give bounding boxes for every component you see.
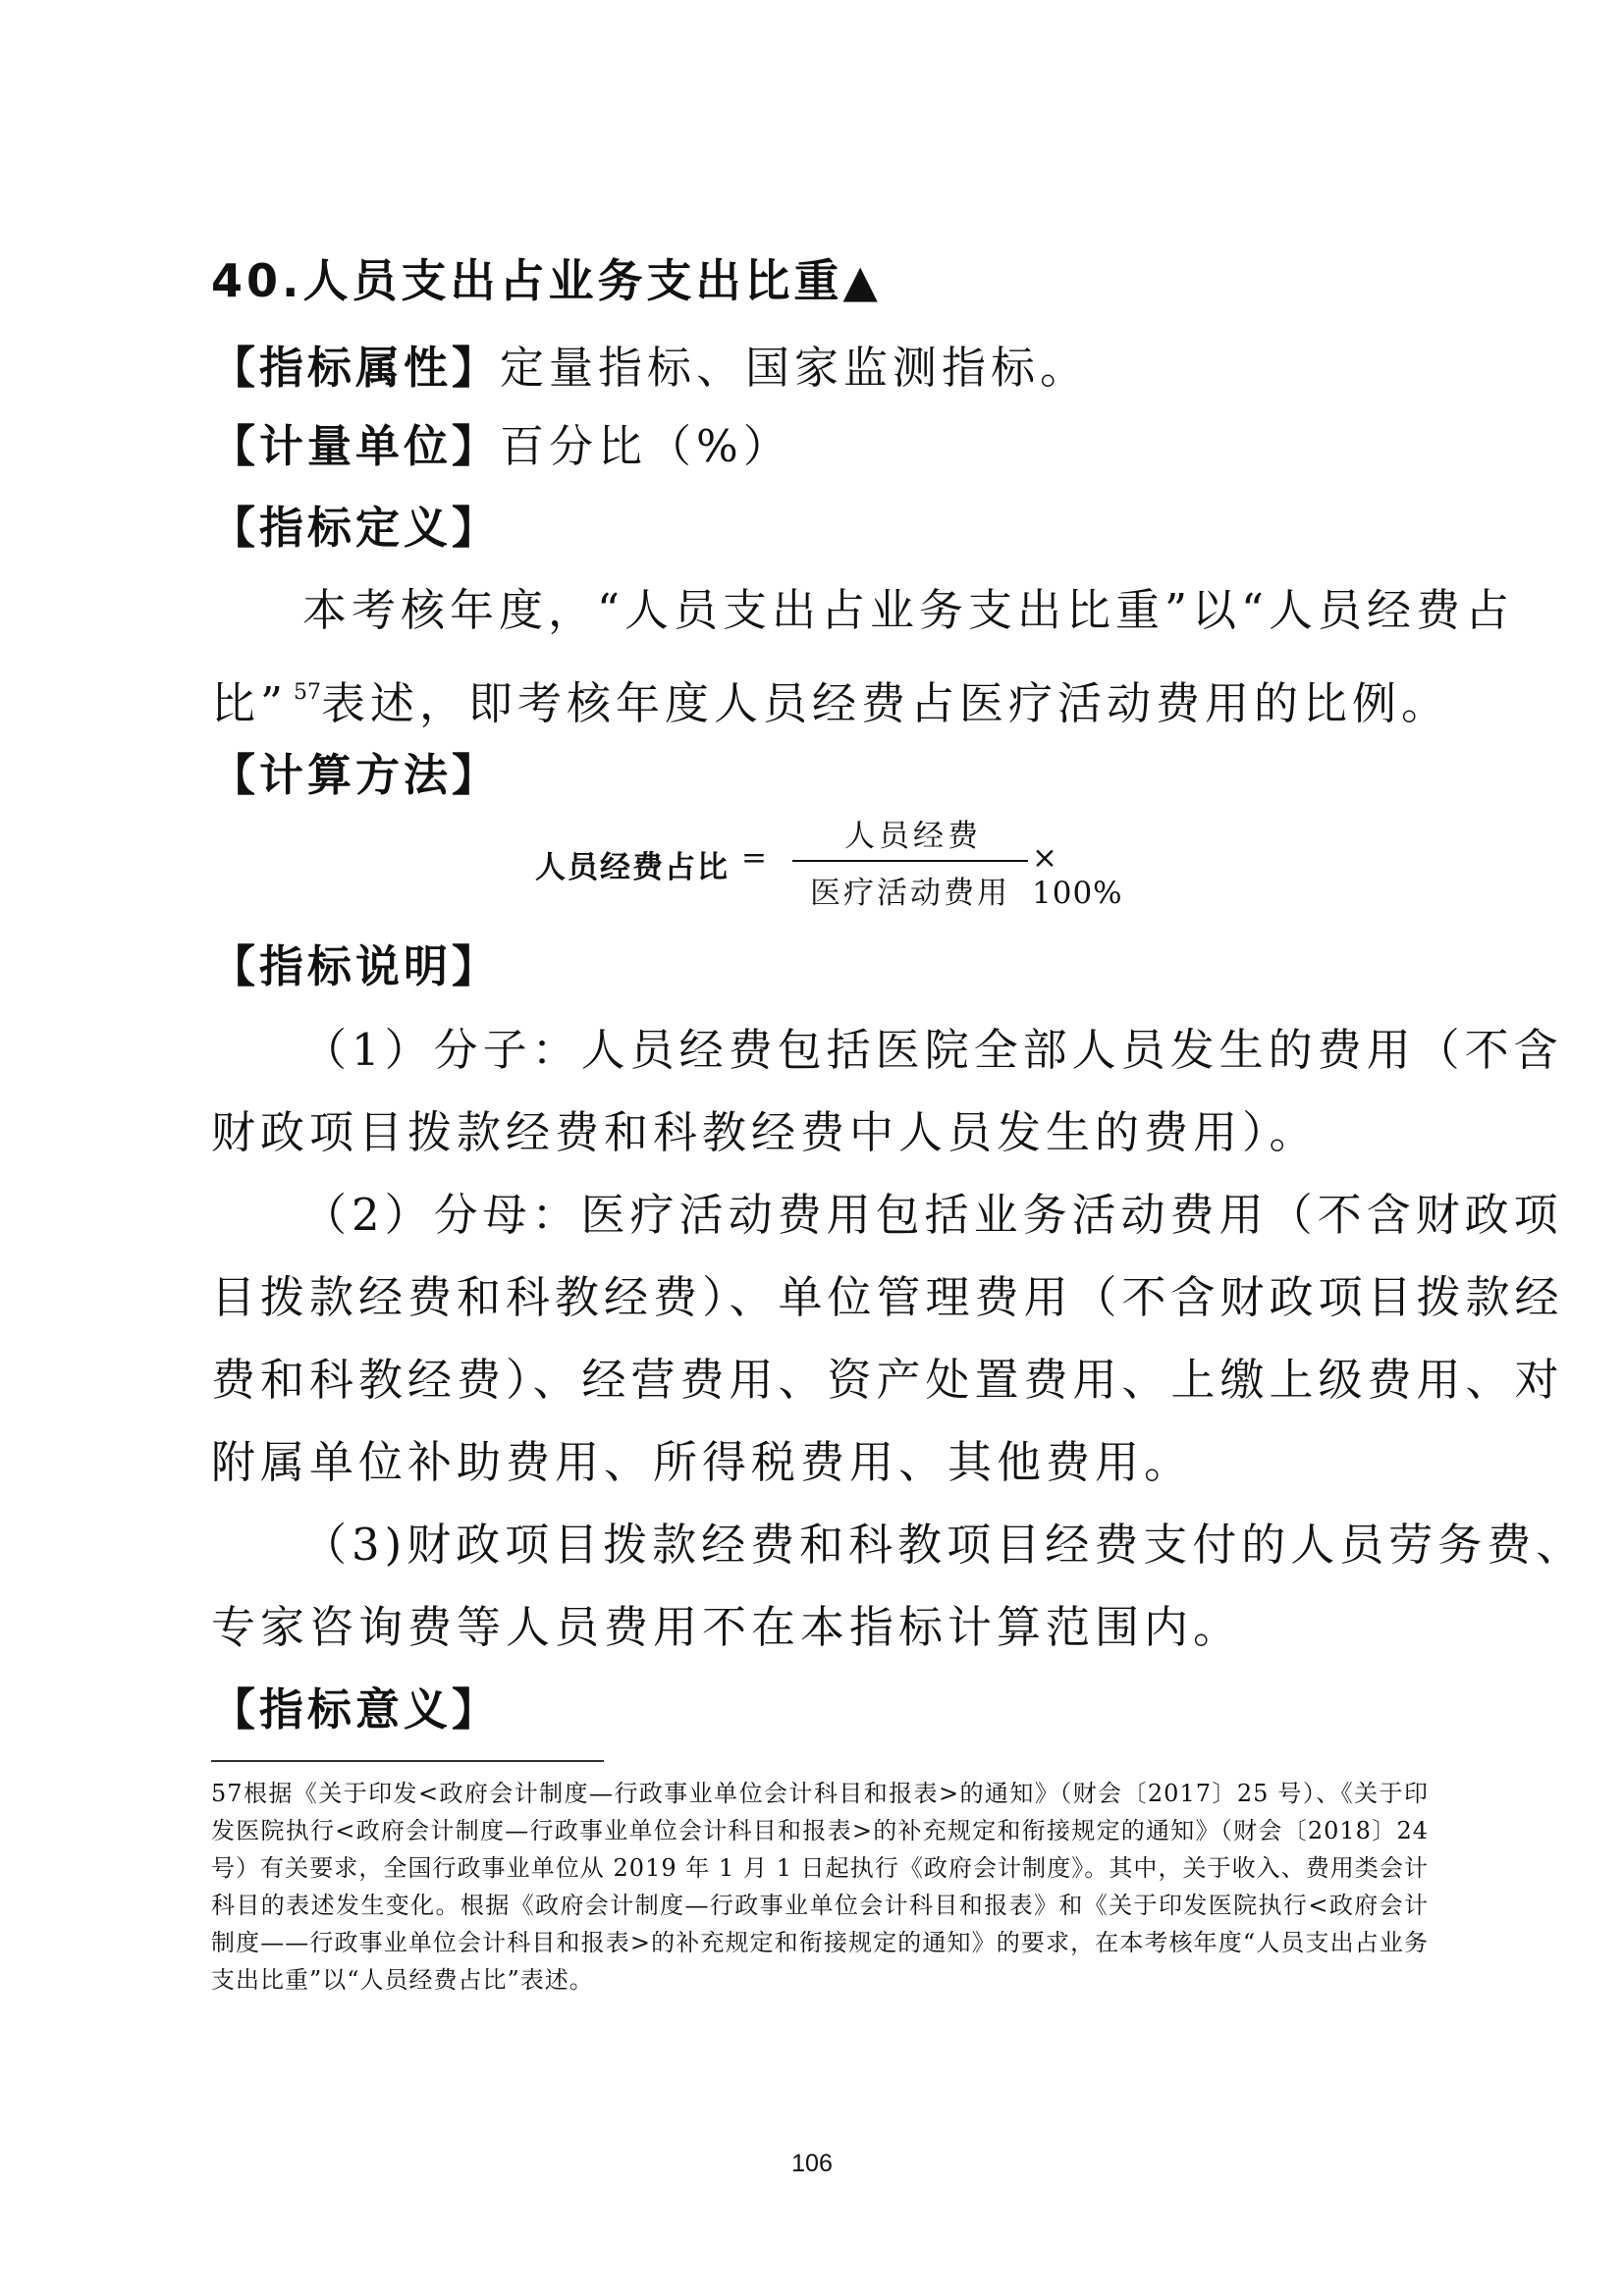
attribute-row <box>211 339 1429 398</box>
formula-numerator: 人员经费 <box>844 819 982 854</box>
explanation-p2-line-3: 费和科教经费）、经营费用、资产处置费用、上缴上级费用、对 <box>211 1354 1564 1406</box>
calculation-label: 【计算方法】 <box>211 749 501 801</box>
footnote-57: 57根据《关于印发<政府会计制度—行政事业单位会计科目和报表>的通知》（财会〔2017〕25 号）、《关于印发医院执行<政府会计制度—行政事业单位会计科目和报表>的补充规定和衔接规定的通知》（财会〔2018〕24 号）有关要求，全国行政事业单位从 2019 年 1 月 1 日起执行《政府会计制度》。其中，关于收入、费用类会计科目的表述发生变化。根据《政府会计制度—行政事业单位会计科目和报表》和《关于印发医院执行<政府会计制度——行政事业单位会计科目和报表>的补充规定和衔接规定的通知》的要求，在本考核年度“人员支出占业务支出比重”以“人员经费占比”表述。 <box>211 1780 1429 1994</box>
unit-value: 百分比（%） <box>500 420 792 472</box>
formula <box>535 811 1124 919</box>
page-number: 106 <box>791 2150 833 2177</box>
definition-line-2a: 比” <box>211 677 289 729</box>
attribute-value: 定量指标、国家监测指标。 <box>500 342 1090 394</box>
explanation-heading <box>211 937 1429 996</box>
significance-label: 【指标意义】 <box>211 1683 501 1735</box>
explanation-p2-line-2: 目拨款经费和科教经费）、单位管理费用（不含财政项目拨款经 <box>211 1271 1564 1323</box>
attribute-label: 【指标属性】 <box>211 342 501 394</box>
formula-denominator: 医疗活动费用 <box>810 876 1010 911</box>
formula-multiplier: × 100% <box>1032 840 1123 911</box>
formula-equals: = <box>741 840 767 876</box>
formula-lhs: 人员经费占比 <box>535 850 730 885</box>
definition-line-1: 本考核年度，“人员支出占业务支出比重”以“人员经费占 <box>302 584 1515 636</box>
fraction-bar <box>792 860 1028 862</box>
definition-line-2 <box>211 664 1451 733</box>
explanation-label: 【指标说明】 <box>211 940 501 992</box>
footnote-divider <box>211 1760 604 1762</box>
unit-row <box>211 417 1429 476</box>
indicator-heading: 40.人员支出占业务支出比重▲ <box>211 254 882 307</box>
calculation-heading <box>211 746 1429 805</box>
definition-line-2b: 表述，即考核年度人员经费占医疗活动费用的比例。 <box>321 677 1451 729</box>
unit-label: 【计量单位】 <box>211 420 501 472</box>
explanation-p3-line-1: （3)财政项目拨款经费和科教项目经费支付的人员劳务费、 <box>302 1519 1586 1571</box>
explanation-p3-line-2: 专家咨询费等人员费用不在本指标计算范围内。 <box>211 1601 1243 1653</box>
significance-heading <box>211 1681 1429 1739</box>
footnote-reference: 57 <box>294 680 322 705</box>
explanation-p1-line-2: 财政项目拨款经费和科教经费中人员发生的费用）。 <box>211 1106 1319 1158</box>
definition-heading <box>211 499 1429 558</box>
explanation-p1-line-1: （1）分子：人员经费包括医院全部人员发生的费用（不含 <box>302 1024 1563 1076</box>
explanation-p2-line-1: （2）分母：医疗活动费用包括业务活动费用（不含财政项 <box>302 1189 1563 1241</box>
explanation-p2-line-4: 附属单位补助费用、所得税费用、其他费用。 <box>211 1436 1194 1488</box>
definition-label: 【指标定义】 <box>211 502 501 554</box>
